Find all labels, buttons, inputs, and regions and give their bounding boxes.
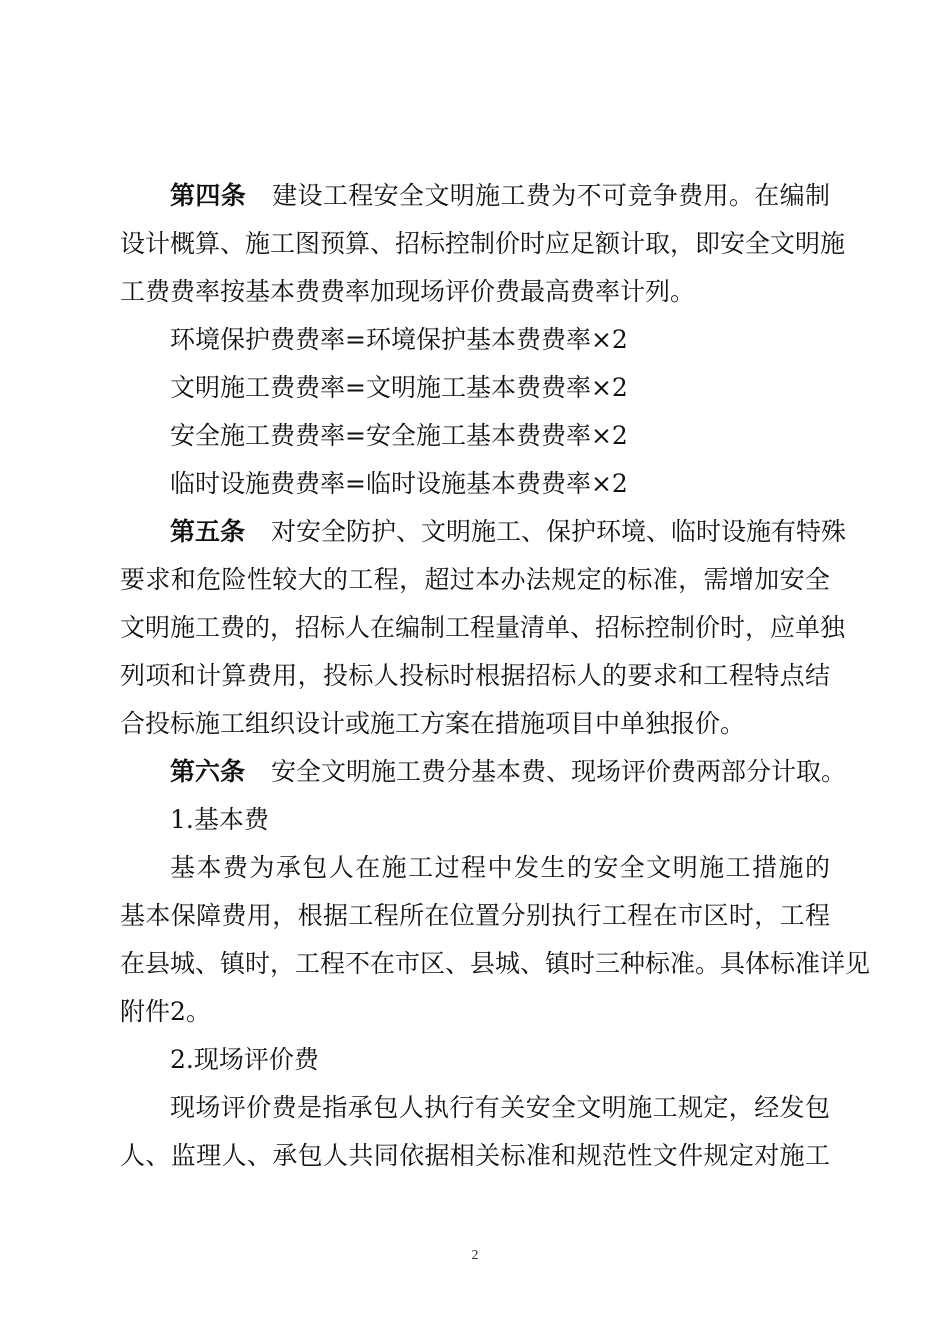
item2-title: 2.现场评价费 <box>170 1045 319 1074</box>
article6-intro: 安全文明施工费分基本费、现场评价费两部分计取。 <box>271 757 847 786</box>
article6-heading: 第六条 <box>170 757 246 786</box>
article5-heading: 第五条 <box>170 517 246 546</box>
item1-text-line: 基本保障费用，根据工程所在位置分别执行工程在市区时，工程 <box>120 901 830 930</box>
item2-text-line: 人、监理人、承包人共同依据相关标准和规范性文件规定对施工 <box>120 1141 830 1170</box>
page-number: 2 <box>471 1248 479 1263</box>
article5-text-line: 列项和计算费用，投标人投标时根据招标人的要求和工程特点结 <box>120 661 830 690</box>
article4-text-line: 设计概算、施工图预算、招标控制价时应足额计取，即安全文明施 <box>120 229 846 258</box>
item1-title: 1.基本费 <box>170 805 269 834</box>
article5-text-line: 合投标施工组织设计或施工方案在措施项目中单独报价。 <box>120 709 746 738</box>
item1-text-line: 在县城、镇时，工程不在市区、县城、镇时三种标准。具体标准详见 <box>120 949 871 978</box>
article5-text-line: 对安全防护、文明施工、保护环境、临时设施有特殊 <box>271 517 847 546</box>
item1-text-line: 附件2。 <box>120 997 211 1026</box>
formula-line: 环境保护费费率=环境保护基本费费率×2 <box>170 325 628 354</box>
formula-line: 安全施工费费率=安全施工基本费费率×2 <box>170 421 628 450</box>
formula-line: 临时设施费费率=临时设施基本费费率×2 <box>170 469 628 498</box>
article5-text-line: 文明施工费的，招标人在编制工程量清单、招标控制价时，应单独 <box>120 613 846 642</box>
article5-first-line <box>170 514 847 550</box>
item2-text-line: 现场评价费是指承包人执行有关安全文明施工规定，经发包 <box>170 1093 830 1122</box>
article5-text-line: 要求和危险性较大的工程，超过本办法规定的标准，需增加安全 <box>120 565 830 594</box>
article4-first-line <box>170 178 830 214</box>
article4-text-line: 工费费率按基本费费率加现场评价费最高费率计列。 <box>120 277 696 306</box>
item1-text-line: 基本费为承包人在施工过程中发生的安全文明施工措施的 <box>170 853 830 882</box>
article6-first-line <box>170 754 847 790</box>
formula-line: 文明施工费费率=文明施工基本费费率×2 <box>170 373 628 402</box>
article4-text-line: 建设工程安全文明施工费为不可竞争费用。在编制 <box>272 181 830 210</box>
article4-heading: 第四条 <box>170 181 247 210</box>
